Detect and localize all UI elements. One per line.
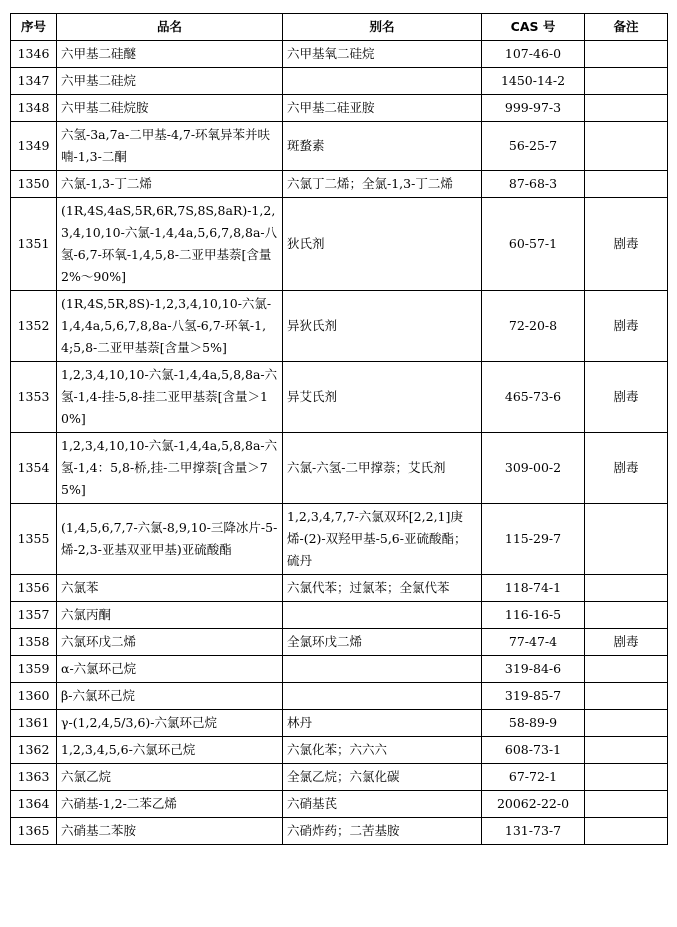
cell-alias: 异艾氏剂 bbox=[283, 362, 482, 433]
cell-alias: 六甲基二硅亚胺 bbox=[283, 95, 482, 122]
table-row bbox=[11, 198, 668, 291]
table-row bbox=[11, 433, 668, 504]
cell-name: 1,2,3,4,10,10-六氯-1,4,4a,5,8,8a-六氢-1,4：5,8-桥,挂-二甲撑萘[含量＞75%] bbox=[57, 433, 283, 504]
header-no: 序号 bbox=[11, 14, 57, 41]
cell-name: 六氯-1,3-丁二烯 bbox=[57, 171, 283, 198]
table-row bbox=[11, 68, 668, 95]
table-row bbox=[11, 291, 668, 362]
cell-note: 剧毒 bbox=[585, 198, 668, 291]
cell-note bbox=[585, 68, 668, 95]
table-row bbox=[11, 602, 668, 629]
table-row bbox=[11, 575, 668, 602]
cell-note bbox=[585, 602, 668, 629]
cell-note bbox=[585, 41, 668, 68]
cell-alias: 六硝炸药；二苦基胺 bbox=[283, 818, 482, 845]
cell-no: 1349 bbox=[11, 122, 57, 171]
cell-name: 六氯乙烷 bbox=[57, 764, 283, 791]
table-row bbox=[11, 683, 668, 710]
cell-alias: 六硝基芪 bbox=[283, 791, 482, 818]
table-row bbox=[11, 122, 668, 171]
cell-alias: 全氯乙烷；六氯化碳 bbox=[283, 764, 482, 791]
header-note: 备注 bbox=[585, 14, 668, 41]
cell-name: 1,2,3,4,5,6-六氯环己烷 bbox=[57, 737, 283, 764]
cell-no: 1350 bbox=[11, 171, 57, 198]
cell-note bbox=[585, 95, 668, 122]
cell-no: 1363 bbox=[11, 764, 57, 791]
cell-no: 1364 bbox=[11, 791, 57, 818]
cell-cas: 309-00-2 bbox=[482, 433, 585, 504]
cell-name: 六硝基-1,2-二苯乙烯 bbox=[57, 791, 283, 818]
cell-note bbox=[585, 764, 668, 791]
cell-name: γ-(1,2,4,5/3,6)-六氯环己烷 bbox=[57, 710, 283, 737]
cell-cas: 116-16-5 bbox=[482, 602, 585, 629]
header-name: 品名 bbox=[57, 14, 283, 41]
cell-note bbox=[585, 122, 668, 171]
cell-alias: 六甲基氧二硅烷 bbox=[283, 41, 482, 68]
cell-cas: 60-57-1 bbox=[482, 198, 585, 291]
table-row bbox=[11, 656, 668, 683]
cell-note bbox=[585, 575, 668, 602]
cell-name: 六甲基二硅醚 bbox=[57, 41, 283, 68]
cell-name: 六氯苯 bbox=[57, 575, 283, 602]
cell-note bbox=[585, 818, 668, 845]
cell-alias bbox=[283, 656, 482, 683]
cell-no: 1365 bbox=[11, 818, 57, 845]
table-row bbox=[11, 629, 668, 656]
cell-alias: 全氯环戊二烯 bbox=[283, 629, 482, 656]
cell-no: 1353 bbox=[11, 362, 57, 433]
cell-note bbox=[585, 171, 668, 198]
cell-no: 1348 bbox=[11, 95, 57, 122]
cell-cas: 118-74-1 bbox=[482, 575, 585, 602]
cell-cas: 131-73-7 bbox=[482, 818, 585, 845]
cell-alias: 狄氏剂 bbox=[283, 198, 482, 291]
cell-note bbox=[585, 737, 668, 764]
cell-cas: 58-89-9 bbox=[482, 710, 585, 737]
cell-no: 1355 bbox=[11, 504, 57, 575]
cell-name: 六氢-3a,7a-二甲基-4,7-环氧异苯并呋喃-1,3-二酮 bbox=[57, 122, 283, 171]
cell-cas: 465-73-6 bbox=[482, 362, 585, 433]
page bbox=[10, 13, 668, 845]
cell-cas: 77-47-4 bbox=[482, 629, 585, 656]
cell-no: 1351 bbox=[11, 198, 57, 291]
cell-cas: 56-25-7 bbox=[482, 122, 585, 171]
cell-no: 1359 bbox=[11, 656, 57, 683]
cell-name: α-六氯环己烷 bbox=[57, 656, 283, 683]
cell-no: 1360 bbox=[11, 683, 57, 710]
cell-alias: 异狄氏剂 bbox=[283, 291, 482, 362]
table-row bbox=[11, 362, 668, 433]
cell-note: 剧毒 bbox=[585, 433, 668, 504]
cell-note bbox=[585, 710, 668, 737]
cell-note: 剧毒 bbox=[585, 629, 668, 656]
cell-no: 1354 bbox=[11, 433, 57, 504]
header-cas: CAS 号 bbox=[482, 14, 585, 41]
cell-cas: 115-29-7 bbox=[482, 504, 585, 575]
cell-no: 1362 bbox=[11, 737, 57, 764]
cell-no: 1357 bbox=[11, 602, 57, 629]
cell-note bbox=[585, 791, 668, 818]
cell-no: 1361 bbox=[11, 710, 57, 737]
header-alias: 别名 bbox=[283, 14, 482, 41]
table-row bbox=[11, 764, 668, 791]
cell-name: 六硝基二苯胺 bbox=[57, 818, 283, 845]
cell-cas: 1450-14-2 bbox=[482, 68, 585, 95]
cell-alias bbox=[283, 68, 482, 95]
cell-name: (1R,4S,5R,8S)-1,2,3,4,10,10-六氯-1,4,4a,5,6,7,8,8a-八氢-6,7-环氧-1,4;5,8-二亚甲基萘[含量＞5%] bbox=[57, 291, 283, 362]
cell-alias: 1,2,3,4,7,7-六氯双环[2,2,1]庚烯-(2)-双羟甲基-5,6-亚硫酸酯；硫丹 bbox=[283, 504, 482, 575]
cell-note bbox=[585, 504, 668, 575]
cell-no: 1352 bbox=[11, 291, 57, 362]
cell-alias: 六氯代苯；过氯苯；全氯代苯 bbox=[283, 575, 482, 602]
cell-cas: 319-84-6 bbox=[482, 656, 585, 683]
cell-name: (1R,4S,4aS,5R,6R,7S,8S,8aR)-1,2,3,4,10,10-六氯-1,4,4a,5,6,7,8,8a-八氢-6,7-环氧-1,4,5,8-二亚甲基萘[含量2%～90%] bbox=[57, 198, 283, 291]
cell-alias: 六氯丁二烯；全氯-1,3-丁二烯 bbox=[283, 171, 482, 198]
cell-alias: 林丹 bbox=[283, 710, 482, 737]
table-row bbox=[11, 710, 668, 737]
cell-cas: 999-97-3 bbox=[482, 95, 585, 122]
table-row bbox=[11, 95, 668, 122]
table-row bbox=[11, 41, 668, 68]
table-row bbox=[11, 791, 668, 818]
cell-cas: 608-73-1 bbox=[482, 737, 585, 764]
cell-name: 六氯环戊二烯 bbox=[57, 629, 283, 656]
cell-no: 1358 bbox=[11, 629, 57, 656]
cell-name: β-六氯环己烷 bbox=[57, 683, 283, 710]
cell-cas: 87-68-3 bbox=[482, 171, 585, 198]
cell-name: 六氯丙酮 bbox=[57, 602, 283, 629]
cell-note: 剧毒 bbox=[585, 362, 668, 433]
cell-cas: 67-72-1 bbox=[482, 764, 585, 791]
table-row bbox=[11, 737, 668, 764]
chemicals-table bbox=[10, 13, 668, 845]
cell-no: 1356 bbox=[11, 575, 57, 602]
cell-note bbox=[585, 656, 668, 683]
cell-name: (1,4,5,6,7,7-六氯-8,9,10-三降冰片-5-烯-2,3-亚基双亚甲基)亚硫酸酯 bbox=[57, 504, 283, 575]
cell-name: 1,2,3,4,10,10-六氯-1,4,4a,5,8,8a-六氢-1,4-挂-5,8-挂二亚甲基萘[含量＞10%] bbox=[57, 362, 283, 433]
table-row bbox=[11, 818, 668, 845]
cell-cas: 319-85-7 bbox=[482, 683, 585, 710]
cell-note bbox=[585, 683, 668, 710]
cell-note: 剧毒 bbox=[585, 291, 668, 362]
table-row bbox=[11, 171, 668, 198]
cell-no: 1347 bbox=[11, 68, 57, 95]
cell-cas: 20062-22-0 bbox=[482, 791, 585, 818]
cell-no: 1346 bbox=[11, 41, 57, 68]
cell-alias: 六氯化苯；六六六 bbox=[283, 737, 482, 764]
cell-name: 六甲基二硅烷胺 bbox=[57, 95, 283, 122]
cell-cas: 72-20-8 bbox=[482, 291, 585, 362]
cell-alias: 六氯-六氢-二甲撑萘；艾氏剂 bbox=[283, 433, 482, 504]
cell-alias bbox=[283, 602, 482, 629]
table-body bbox=[11, 41, 668, 845]
table-row bbox=[11, 504, 668, 575]
cell-cas: 107-46-0 bbox=[482, 41, 585, 68]
table-header-row bbox=[11, 14, 668, 41]
cell-name: 六甲基二硅烷 bbox=[57, 68, 283, 95]
cell-alias bbox=[283, 683, 482, 710]
cell-alias: 斑蝥素 bbox=[283, 122, 482, 171]
